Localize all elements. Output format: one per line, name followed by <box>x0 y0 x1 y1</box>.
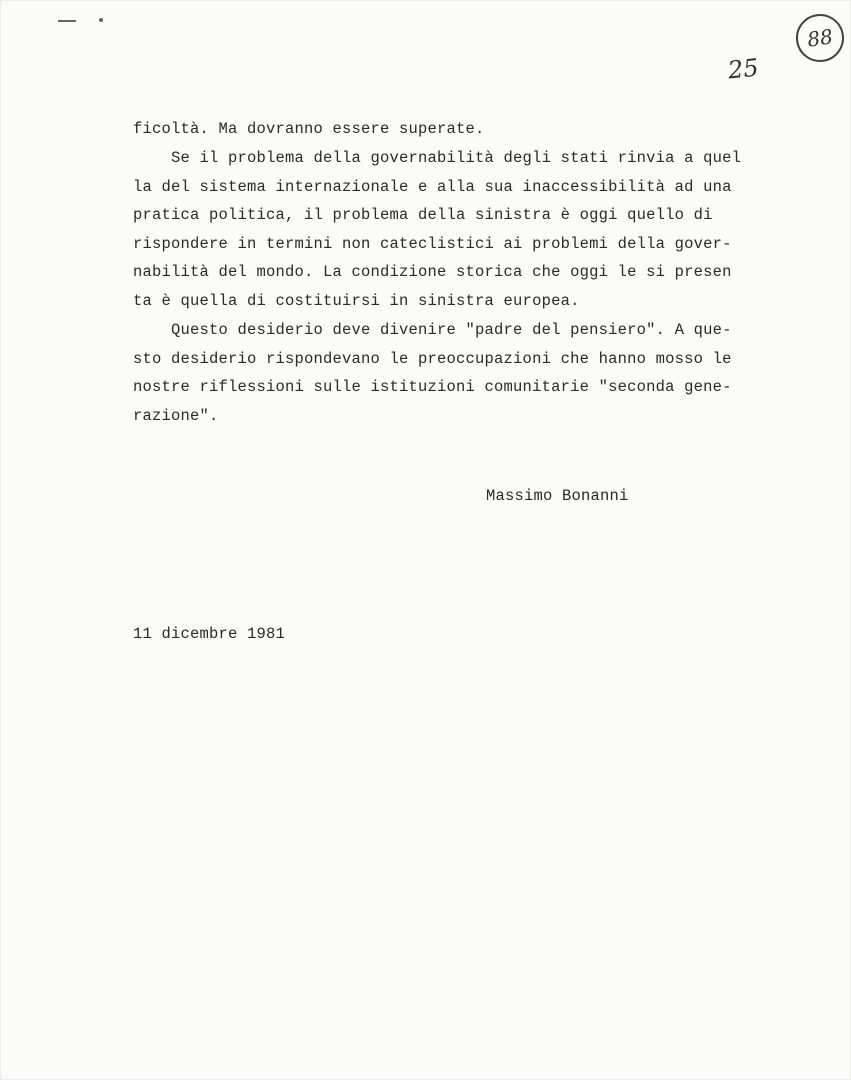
text-line: Questo desiderio deve divenire "padre del pensiero". A que- <box>133 321 732 339</box>
text-line: la del sistema internazionale e alla sua inaccessibilità ad una <box>133 177 732 196</box>
paragraph-governability <box>133 144 741 315</box>
paragraph-desire <box>133 316 732 430</box>
margin-dot <box>99 18 103 22</box>
page-number: 25 <box>726 53 760 85</box>
opening-line: ficoltà. Ma dovranno essere superate. <box>133 120 485 138</box>
text-line: ta è quella di costituirsi in sinistra europea. <box>133 291 580 310</box>
text-line: razione". <box>133 406 219 425</box>
document-date: 11 dicembre 1981 <box>133 625 286 643</box>
archive-number-stamp <box>793 11 847 65</box>
text-line: nostre riflessioni sulle istituzioni comunitarie "seconda gene- <box>133 378 732 396</box>
text-line: nabilità del mondo. La condizione storica che oggi le si presen <box>133 263 732 281</box>
signature: Massimo Bonanni <box>486 487 629 505</box>
text-line: rispondere in termini non cateclistici ai problemi della gover- <box>133 234 732 253</box>
text-line: sto desiderio rispondevano le preoccupazioni che hanno mosso le <box>133 349 732 368</box>
text-line: Se il problema della governabilità degli stati rinvia a quel <box>133 149 742 167</box>
margin-mark <box>58 20 76 22</box>
archive-number: 88 <box>805 24 835 52</box>
text-line: pratica politica, il problema della sinistra è oggi quello di <box>133 206 713 224</box>
